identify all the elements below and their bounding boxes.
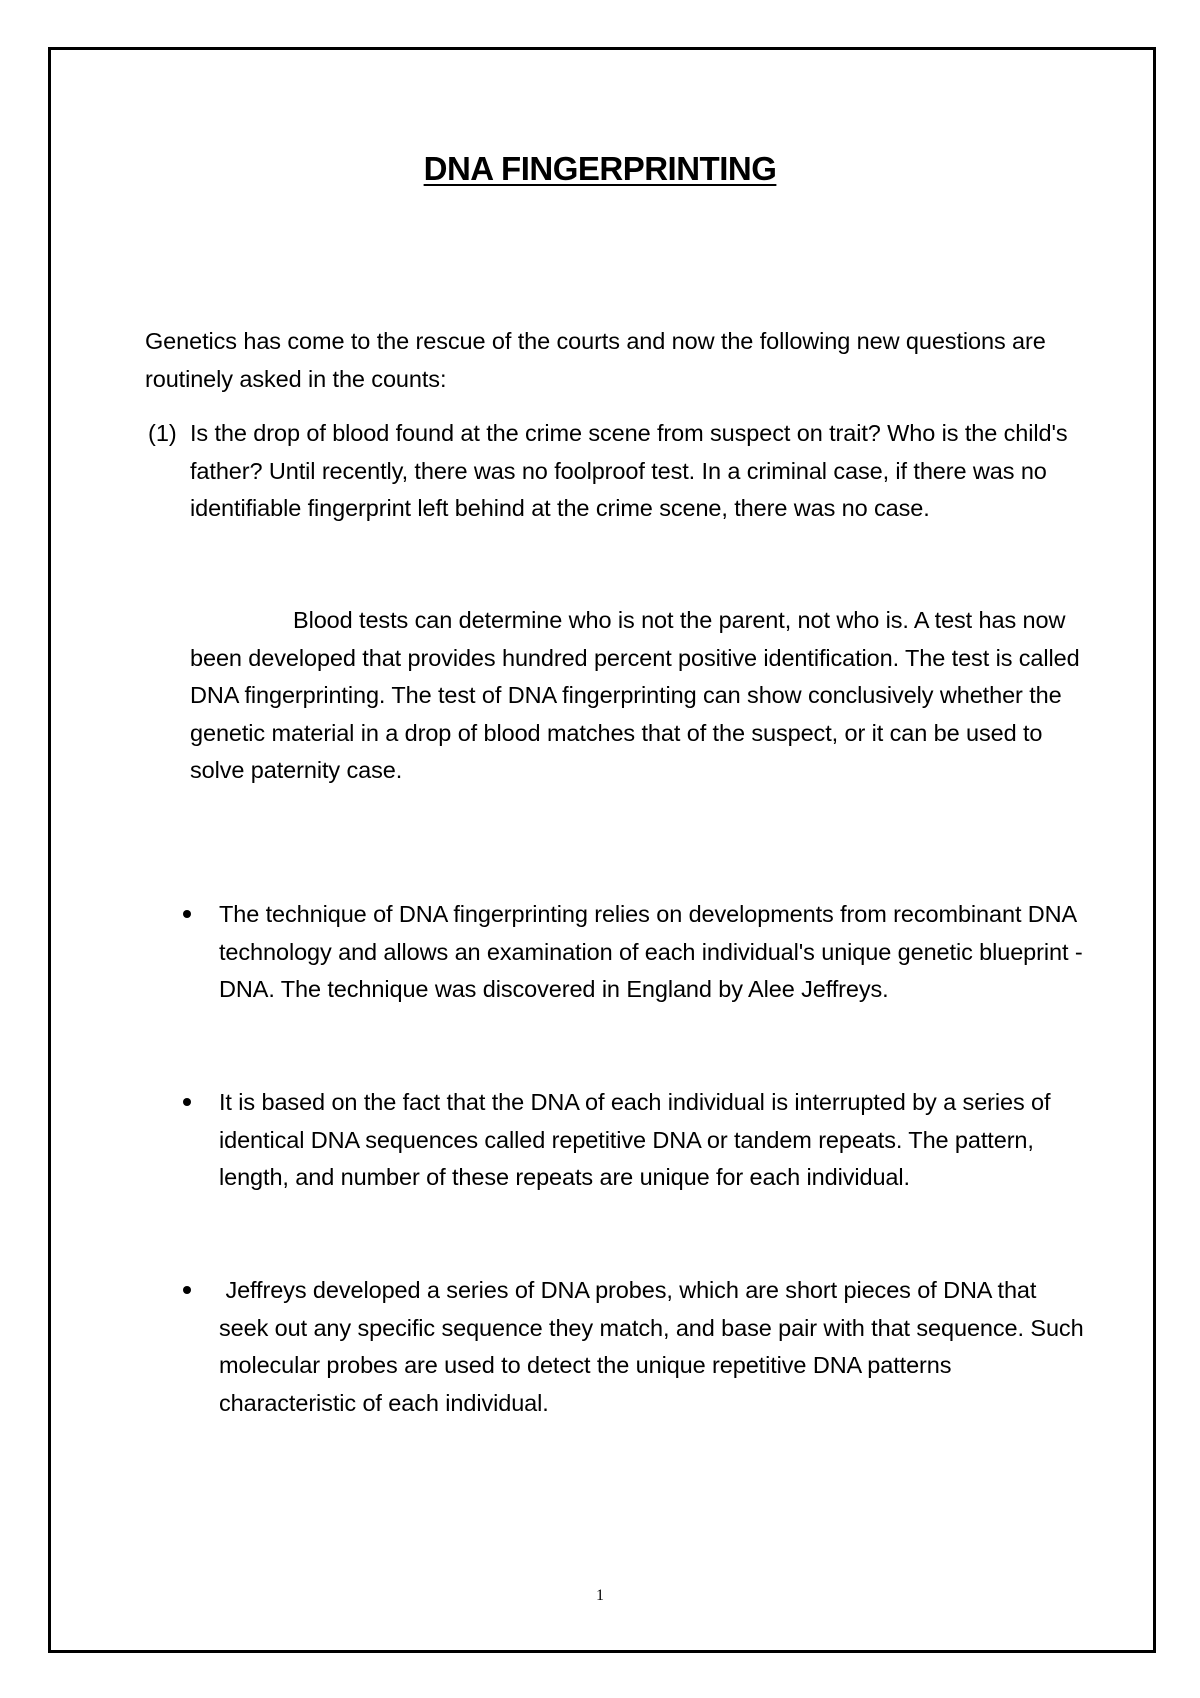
page-number: 1 (596, 1587, 604, 1604)
bullet-icon (183, 1286, 191, 1294)
blood-tests-paragraph: Blood tests can determine who is not the parent, not who is. A test has now been developed that provides hundred percent positive identification. The test is called DNA fingerprinting. The test of DNA fingerprinting can show conclusively whether the genetic material in a drop of blood matches that of the suspect, or it can be used to solve paternity case. (190, 607, 1080, 783)
bullet-item-dna-probes: Jeffreys developed a series of DNA probes, which are short pieces of DNA that seek out any specific sequence they match, and base pair with that sequence. Such molecular probes are used to detect the unique repetitive DNA patterns characteristic of each individual. (219, 1277, 1090, 1416)
question-marker: (1) (148, 420, 177, 446)
bullet-item-technique: The technique of DNA fingerprinting relies on developments from recombinant DNA technology and allows an examination of each individual's unique genetic blueprint - DNA. The technique was discovered in England by Alee Jeffreys. (219, 901, 1083, 1002)
intro-paragraph: Genetics has come to the rescue of the courts and now the following new questions are routinely asked in the counts: (145, 328, 1046, 392)
question-paragraph: Is the drop of blood found at the crime scene from suspect on trait? Who is the child's father? Until recently, there was no foolproof test. In a criminal case, if there was no identifiable fingerprint left behind at the crime scene, there was no case. (190, 420, 1068, 521)
bullet-icon (183, 1098, 191, 1106)
bullet-item-tandem-repeats: It is based on the fact that the DNA of each individual is interrupted by a series of identical DNA sequences called repetitive DNA or tandem repeats. The pattern, length, and number of these repeats are unique for each individual. (219, 1089, 1051, 1190)
document-title: DNA FINGERPRINTING (423, 150, 777, 187)
bullet-icon (183, 910, 191, 918)
